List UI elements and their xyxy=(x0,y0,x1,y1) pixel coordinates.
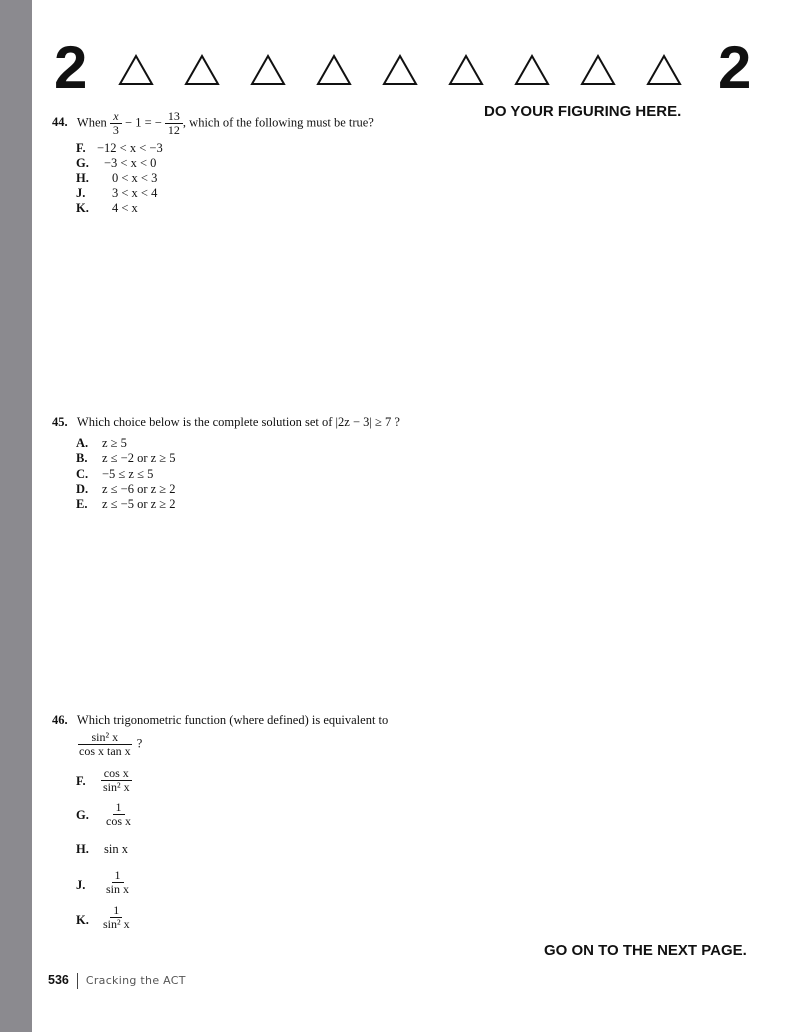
choice-text[interactable]: −12 < x < −3 xyxy=(97,141,163,155)
choice-label: K. xyxy=(76,913,89,927)
section-number-left: 2 xyxy=(54,34,88,101)
page-binding-margin xyxy=(0,0,32,1032)
denominator: cos x tan x xyxy=(79,744,131,758)
numerator: 1 xyxy=(112,869,124,883)
question-number: 44. xyxy=(52,115,68,130)
book-title: Cracking the ACT xyxy=(85,974,186,987)
choice-label: H. xyxy=(76,171,89,185)
choice-text[interactable]: z ≥ 5 xyxy=(102,436,127,450)
denominator: sin² x xyxy=(103,917,130,931)
denominator: sin x xyxy=(106,882,130,896)
triangle-icon xyxy=(646,54,682,86)
choice-text[interactable]: −3 < x < 0 xyxy=(104,156,157,170)
choice-fraction[interactable] xyxy=(100,767,133,794)
choice-text[interactable]: 4 < x xyxy=(112,201,138,215)
choice-label: E. xyxy=(76,497,88,511)
next-page-label: GO ON TO THE NEXT PAGE. xyxy=(544,942,747,959)
numerator: 13 xyxy=(165,110,183,124)
choice-label: H. xyxy=(76,842,89,856)
choice-text[interactable]: z ≤ −5 or z ≥ 2 xyxy=(102,497,176,511)
footer-divider xyxy=(77,973,78,989)
choice-label: J. xyxy=(76,186,86,200)
choice-text[interactable]: 3 < x < 4 xyxy=(112,186,158,200)
choice-label: A. xyxy=(76,436,89,450)
denominator: 12 xyxy=(167,123,180,137)
triangle-icon xyxy=(514,54,550,86)
denominator: sin² x xyxy=(103,780,130,794)
numerator: sin² x xyxy=(78,731,133,745)
question-text: Which trigonometric function (where defined) is equivalent to xyxy=(76,713,389,727)
section-number-right: 2 xyxy=(718,34,752,101)
question-46 xyxy=(52,713,388,728)
choice-label: B. xyxy=(76,451,88,465)
equation-middle: − 1 = − xyxy=(125,115,162,130)
page-footer xyxy=(48,973,186,989)
choice-label: K. xyxy=(76,201,89,215)
triangle-icon xyxy=(316,54,352,86)
choice-label: F. xyxy=(76,774,86,788)
figuring-label: DO YOUR FIGURING HERE. xyxy=(484,103,682,120)
fraction xyxy=(110,110,122,137)
question-44 xyxy=(52,110,374,137)
numerator: x xyxy=(110,110,121,124)
triangle-icon xyxy=(580,54,616,86)
question-text: Which choice below is the complete solution set of |2z − 3| ≥ 7 ? xyxy=(76,415,400,429)
choice-label: G. xyxy=(76,156,89,170)
expression-suffix: ? xyxy=(136,736,143,751)
choice-fraction[interactable] xyxy=(103,801,134,828)
choice-text[interactable]: sin x xyxy=(104,842,128,856)
choice-fraction[interactable] xyxy=(100,904,133,931)
question-suffix: , which of the following must be true? xyxy=(182,115,374,130)
page-number: 536 xyxy=(48,973,69,987)
choice-text[interactable]: z ≤ −2 or z ≥ 5 xyxy=(102,451,176,465)
triangle-icon xyxy=(118,54,154,86)
choice-label: D. xyxy=(76,482,89,496)
question-prefix: When xyxy=(76,115,107,130)
triangle-icon xyxy=(448,54,484,86)
denominator: 3 xyxy=(112,123,119,137)
choice-text[interactable]: −5 ≤ z ≤ 5 xyxy=(102,467,154,481)
question-number: 46. xyxy=(52,713,68,727)
choice-label: F. xyxy=(76,141,86,155)
choice-fraction[interactable] xyxy=(103,869,132,896)
choice-text[interactable]: 0 < x < 3 xyxy=(112,171,158,185)
numerator: 1 xyxy=(110,904,122,918)
triangle-icon xyxy=(250,54,286,86)
choice-label: G. xyxy=(76,808,89,822)
question-45 xyxy=(52,415,400,430)
choice-label: J. xyxy=(76,878,86,892)
numerator: cos x xyxy=(101,767,132,781)
fraction xyxy=(76,731,134,758)
choice-label: C. xyxy=(76,467,89,481)
numerator: 1 xyxy=(113,801,125,815)
triangle-icon xyxy=(184,54,220,86)
triangle-icon xyxy=(382,54,418,86)
choice-text[interactable]: z ≤ −6 or z ≥ 2 xyxy=(102,482,176,496)
question-number: 45. xyxy=(52,415,68,429)
denominator: cos x xyxy=(106,814,131,828)
question-expression xyxy=(76,731,142,758)
fraction xyxy=(165,110,183,137)
